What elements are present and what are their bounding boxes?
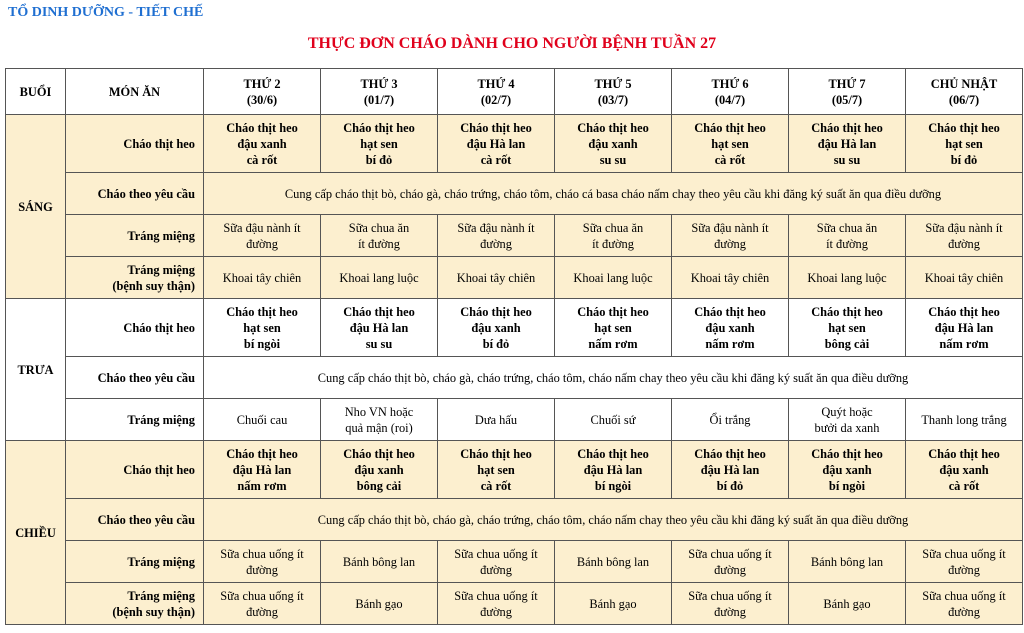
menu-cell: Khoai lang luộc bbox=[555, 257, 672, 299]
chieu-dessert-kidney-row bbox=[6, 583, 1023, 625]
row-label: Cháo thịt heo bbox=[66, 441, 204, 499]
day-header: THỨ 2 (30/6) bbox=[204, 69, 321, 115]
menu-cell: Cháo thịt heo đậu xanh bí đỏ bbox=[438, 299, 555, 357]
row-label: Tráng miệng bbox=[66, 541, 204, 583]
menu-cell: Bánh gạo bbox=[789, 583, 906, 625]
menu-cell: Cháo thịt heo đậu Hà lan nấm rơm bbox=[204, 441, 321, 499]
menu-cell: Bánh bông lan bbox=[321, 541, 438, 583]
menu-cell: Cháo thịt heo đậu xanh bông cải bbox=[321, 441, 438, 499]
sang-dessert-row bbox=[6, 215, 1023, 257]
menu-cell: Khoai tây chiên bbox=[906, 257, 1023, 299]
menu-cell: Chuối sứ bbox=[555, 399, 672, 441]
row-label: Tráng miệng (bệnh suy thận) bbox=[66, 583, 204, 625]
day-header: THỨ 5 (03/7) bbox=[555, 69, 672, 115]
sang-dessert-kidney-row bbox=[6, 257, 1023, 299]
session-label-sang: SÁNG bbox=[6, 115, 66, 299]
menu-cell: Cháo thịt heo hạt sen bí đỏ bbox=[906, 115, 1023, 173]
day-header: THỨ 4 (02/7) bbox=[438, 69, 555, 115]
menu-cell: Cháo thịt heo đậu xanh nấm rơm bbox=[672, 299, 789, 357]
menu-cell: Cháo thịt heo hạt sen nấm rơm bbox=[555, 299, 672, 357]
menu-cell: Sữa đậu nành ít đường bbox=[672, 215, 789, 257]
menu-cell: Sữa chua uống ít đường bbox=[672, 541, 789, 583]
request-note: Cung cấp cháo thịt bò, cháo gà, cháo trứng, cháo tôm, cháo cá basa cháo nấm chay theo yêu cầu khi đăng ký suất ăn qua điều dưỡng bbox=[204, 173, 1023, 215]
row-label: Cháo thịt heo bbox=[66, 299, 204, 357]
menu-cell: Cháo thịt heo đậu Hà lan su su bbox=[321, 299, 438, 357]
menu-cell: Sữa chua uống ít đường bbox=[906, 541, 1023, 583]
row-label: Tráng miệng (bệnh suy thận) bbox=[66, 257, 204, 299]
department-name: TỔ DINH DƯỠNG - TIẾT CHẾ bbox=[8, 5, 204, 20]
menu-cell: Cháo thịt heo đậu Hà lan nấm rơm bbox=[906, 299, 1023, 357]
menu-cell: Khoai tây chiên bbox=[438, 257, 555, 299]
header-row bbox=[6, 69, 1023, 115]
menu-cell: Sữa đậu nành ít đường bbox=[438, 215, 555, 257]
session-label-trua: TRƯA bbox=[6, 299, 66, 441]
menu-cell: Cháo thịt heo hạt sen bông cải bbox=[789, 299, 906, 357]
chieu-dessert-row bbox=[6, 541, 1023, 583]
row-label: Cháo theo yêu cầu bbox=[66, 499, 204, 541]
menu-cell: Cháo thịt heo đậu Hà lan bí ngòi bbox=[555, 441, 672, 499]
menu-cell: Sữa chua uống ít đường bbox=[204, 541, 321, 583]
menu-cell: Cháo thịt heo đậu Hà lan bí đỏ bbox=[672, 441, 789, 499]
trua-request-row bbox=[6, 357, 1023, 399]
session-label-chieu: CHIỀU bbox=[6, 441, 66, 625]
row-label: Tráng miệng bbox=[66, 399, 204, 441]
sang-chao-row bbox=[6, 115, 1023, 173]
menu-cell: Cháo thịt heo hạt sen cà rốt bbox=[672, 115, 789, 173]
menu-cell: Cháo thịt heo hạt sen cà rốt bbox=[438, 441, 555, 499]
menu-cell: Nho VN hoặc quả mận (roi) bbox=[321, 399, 438, 441]
dish-header: MÓN ĂN bbox=[66, 69, 204, 115]
day-header: THỨ 6 (04/7) bbox=[672, 69, 789, 115]
sang-request-row bbox=[6, 173, 1023, 215]
chieu-request-row bbox=[6, 499, 1023, 541]
menu-cell: Sữa chua uống ít đường bbox=[906, 583, 1023, 625]
menu-cell: Quýt hoặc bưởi da xanh bbox=[789, 399, 906, 441]
request-note: Cung cấp cháo thịt bò, cháo gà, cháo trứng, cháo tôm, cháo nấm chay theo yêu cầu khi đăng ký suất ăn qua điều dưỡng bbox=[204, 499, 1023, 541]
menu-cell: Cháo thịt heo đậu Hà lan su su bbox=[789, 115, 906, 173]
row-label: Tráng miệng bbox=[66, 215, 204, 257]
day-header: THỨ 7 (05/7) bbox=[789, 69, 906, 115]
row-label: Cháo theo yêu cầu bbox=[66, 357, 204, 399]
row-label: Cháo theo yêu cầu bbox=[66, 173, 204, 215]
menu-cell: Sữa chua uống ít đường bbox=[438, 541, 555, 583]
menu-cell: Bánh gạo bbox=[321, 583, 438, 625]
menu-cell: Dưa hấu bbox=[438, 399, 555, 441]
menu-cell: Sữa chua uống ít đường bbox=[204, 583, 321, 625]
menu-cell: Khoai lang luộc bbox=[321, 257, 438, 299]
menu-cell: Bánh bông lan bbox=[789, 541, 906, 583]
menu-title: THỰC ĐƠN CHÁO DÀNH CHO NGƯỜI BỆNH TUẦN 27 bbox=[307, 35, 717, 52]
menu-cell: Thanh long trắng bbox=[906, 399, 1023, 441]
menu-cell: Bánh bông lan bbox=[555, 541, 672, 583]
menu-cell: Sữa chua uống ít đường bbox=[672, 583, 789, 625]
menu-cell: Sữa chua ăn ít đường bbox=[555, 215, 672, 257]
day-header: CHỦ NHẬT (06/7) bbox=[906, 69, 1023, 115]
session-header: BUỔI bbox=[6, 69, 66, 115]
menu-table bbox=[5, 68, 1023, 625]
menu-cell: Cháo thịt heo đậu xanh su su bbox=[555, 115, 672, 173]
chieu-chao-row bbox=[6, 441, 1023, 499]
menu-cell: Sữa chua uống ít đường bbox=[438, 583, 555, 625]
trua-dessert-row bbox=[6, 399, 1023, 441]
menu-cell: Chuối cau bbox=[204, 399, 321, 441]
menu-cell: Khoai lang luộc bbox=[789, 257, 906, 299]
day-header: THỨ 3 (01/7) bbox=[321, 69, 438, 115]
menu-cell: Cháo thịt heo đậu xanh bí ngòi bbox=[789, 441, 906, 499]
menu-cell: Ổi trắng bbox=[672, 399, 789, 441]
menu-cell: Khoai tây chiên bbox=[204, 257, 321, 299]
trua-chao-row bbox=[6, 299, 1023, 357]
menu-cell: Cháo thịt heo hạt sen bí đỏ bbox=[321, 115, 438, 173]
menu-cell: Sữa đậu nành ít đường bbox=[906, 215, 1023, 257]
menu-cell: Cháo thịt heo hạt sen bí ngòi bbox=[204, 299, 321, 357]
menu-cell: Sữa chua ăn ít đường bbox=[789, 215, 906, 257]
menu-cell: Sữa đậu nành ít đường bbox=[204, 215, 321, 257]
menu-cell: Cháo thịt heo đậu xanh cà rốt bbox=[906, 441, 1023, 499]
request-note: Cung cấp cháo thịt bò, cháo gà, cháo trứng, cháo tôm, cháo nấm chay theo yêu cầu khi đăng ký suất ăn qua điều dưỡng bbox=[204, 357, 1023, 399]
menu-cell: Bánh gạo bbox=[555, 583, 672, 625]
menu-cell: Sữa chua ăn ít đường bbox=[321, 215, 438, 257]
menu-cell: Cháo thịt heo đậu xanh cà rốt bbox=[204, 115, 321, 173]
menu-cell: Cháo thịt heo đậu Hà lan cà rốt bbox=[438, 115, 555, 173]
row-label: Cháo thịt heo bbox=[66, 115, 204, 173]
menu-cell: Khoai tây chiên bbox=[672, 257, 789, 299]
